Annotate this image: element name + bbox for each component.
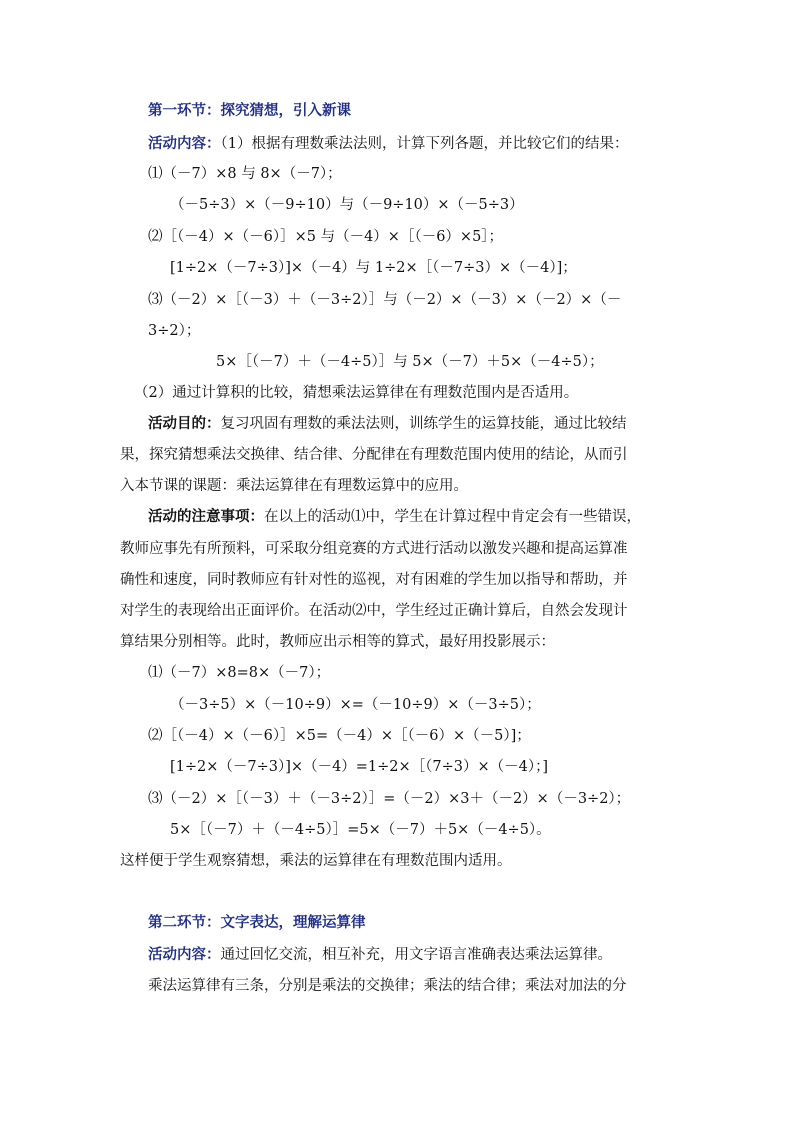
purpose-line-2: 果，探究猜想乘法交换律、结合律、分配律在有理数范围内使用的结论，从而引 (120, 447, 628, 463)
question-2b: [1÷2×（－7÷3）]×（－4）与 1÷2×［（－7÷3）×（－4）]； (170, 260, 577, 276)
notes-line-3: 确性和速度，同时教师应有针对性的巡视，对有困难的学生加以指导和帮助，并 (120, 572, 628, 588)
section1-content-line (148, 134, 628, 154)
notes-text-1: 在以上的活动⑴中，学生在计算过程中肯定会有一些错误， (264, 509, 641, 525)
question-1a: ⑴（－7）×8 与 8×（－7）； (148, 166, 342, 182)
purpose-text-1: 复习巩固有理数的乘法法则，训练学生的运算技能，通过比较结 (220, 416, 627, 432)
notes-line-1 (148, 507, 641, 527)
question-2a: ⑵［（－4）×（－6）］×5 与（－4）×［（－6）×5］； (148, 229, 504, 245)
question-3c: 5×［（－7）＋（－4÷5）］与 5×（－7）＋5×（－4÷5）； (216, 354, 604, 370)
content-text: （1）根据有理数乘法法则，计算下列各题，并比较它们的结果： (220, 136, 629, 152)
notes-line-5: 算结果分别相等。此时，教师应出示相等的算式，最好用投影展示： (120, 634, 555, 650)
section2-content-text: 通过回忆交流，相互补充，用文字语言准确表达乘法运算律。 (220, 947, 612, 963)
answer-3a: ⑶（－2）×［（－3）＋（－3÷2）］=（－2）×3＋（－2）×（－3÷2）； (148, 791, 631, 807)
question-3b: 3÷2）； (148, 323, 201, 339)
purpose-line-1 (148, 414, 627, 434)
section2-content-line (148, 945, 612, 965)
question-3a: ⑶（－2）×［（－3）＋（－3÷2）］与（－2）×（－3）×（－2）×（－ (148, 292, 622, 308)
section1-heading: 第一环节：探究猜想，引入新课 (148, 102, 351, 119)
question-1b: （－5÷3）×（－9÷10）与（－9÷10）×（－5÷3） (170, 197, 524, 213)
notes-line-4: 对学生的表现给出正面评价。在活动⑵中，学生经过正确计算后，自然会发现计 (120, 603, 628, 619)
section2-content-label: 活动内容： (148, 946, 221, 963)
item-2: （2）通过计算积的比较，猜想乘法运算律在有理数范围内是否适用。 (134, 385, 579, 401)
section2-heading: 第二环节：文字表达，理解运算律 (148, 914, 366, 931)
answer-3b: 5×［（－7）＋（－4÷5）］=5×（－7）＋5×（－4÷5）。 (170, 822, 551, 838)
purpose-line-3: 入本节课的课题：乘法运算律在有理数运算中的应用。 (120, 478, 468, 494)
notes-line-2: 教师应事先有所预料，可采取分组竞赛的方式进行活动以激发兴趣和提高运算准 (120, 541, 628, 557)
answer-2a: ⑵［（－4）×（－6）］×5=（－4）×［（－6）×（－5）]； (148, 728, 531, 744)
content-label: 活动内容： (148, 135, 221, 152)
notes-label: 活动的注意事项： (148, 508, 264, 525)
answer-2b: [1÷2×（－7÷3）]×（－4）=1÷2×［（7÷3）×（－4）；] (170, 759, 549, 775)
purpose-label: 活动目的： (148, 415, 221, 432)
answer-1a: ⑴（－7）×8=8×（－7）； (148, 665, 331, 681)
answer-1b: （－3÷5）×（－10÷9）×=（－10÷9）×（－3÷5）； (170, 697, 541, 713)
conclusion: 这样便于学生观察猜想，乘法的运算律在有理数范围内适用。 (120, 853, 512, 869)
section2-line-2: 乘法运算律有三条，分别是乘法的交换律；乘法的结合律；乘法对加法的分 (148, 978, 627, 994)
